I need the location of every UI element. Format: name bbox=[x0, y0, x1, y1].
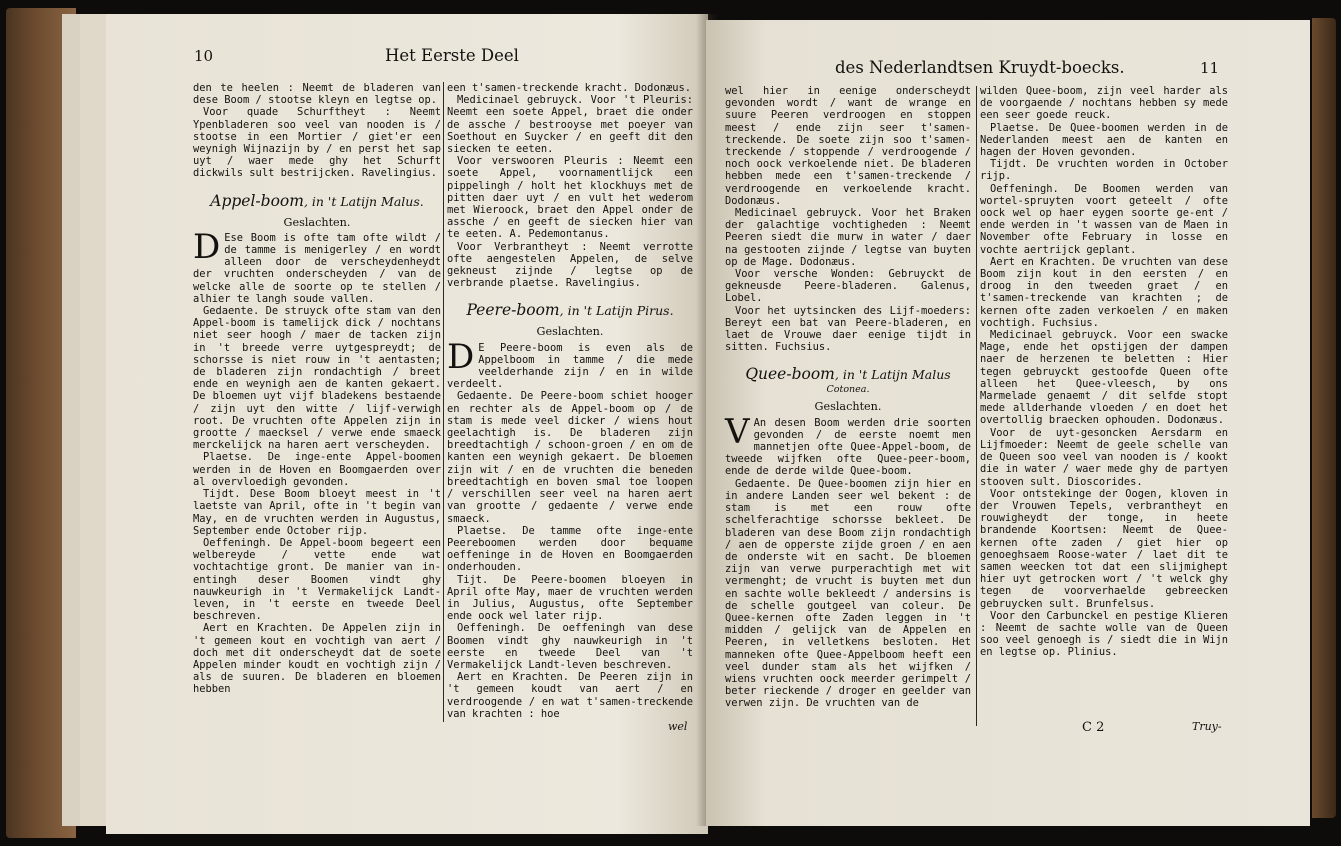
left-running-head: Het Eerste Deel bbox=[385, 46, 519, 65]
paragraph: Voor het uytsincken des Lijf-moeders: Bereyt een bat van Peere-bladeren, en laet de Vrouwe daer eenige tijdt in sitten. Fuchsius. bbox=[725, 304, 971, 354]
right-running-head: des Nederlandtsen Kruydt-boecks. bbox=[835, 58, 1125, 77]
section-heading-peere-boom: Peere-boom, in 't Latijn Pirus. bbox=[466, 301, 674, 320]
paragraph: Gedaente. De Quee-boomen zijn hier en in andere Landen seer wel bekent : de stam is met een rouw ofte schelferachtige schorsse bekleet. De bladeren van dese Boom zijn rondachtigh / aen de opperste zijde groen / en aen de onderste wit en sacht. De bloemen zijn van verwe purperachtigh met wit vermenght; de vrucht is buyten met dun en sachte wolle bekleedt / andersins is de schelle goutgeel van coleur. De Quee-kernen ofte Zaden leggen in 't midden / gelijck van de Appelen en Peeren, in velletkens besloten. Het manneken ofte Quee-Appelboom heeft een veel dunder stam als het wijfken / wiens vruchten oock meerder gerimpelt / beter rieckende / droger en geelder van verwen zijn. De vruchten van de bbox=[725, 477, 971, 710]
paragraph: den te heelen : Neemt de bladeren van dese Boom / stootse kleyn en legtse op. bbox=[193, 82, 441, 107]
paragraph: Tijdt. De vruchten worden in October rijp. bbox=[980, 158, 1228, 183]
paragraph: Voor ontstekinge der Oogen, kloven in der Vrouwen Tepels, verbrantheyt en rouwigheydt der tonge, in heete brandende Koortsen: Neemt de Quee-kernen ofte zaden / giet hier op genoeghsaem Roose-water / laet dit te samen weecken tot dat een slijmighept hier uyt getrocken wort / 't welck ghy tegen de voorverhaelde gebreecken gebruycken sult. Brunfelsus. bbox=[980, 487, 1228, 610]
paragraph: Plaetse. De inge-ente Appel-boomen werden in de Hoven en Boomgaerden over al overvloedigh gevonden. bbox=[193, 451, 441, 488]
paragraph: Tijdt. Dese Boom bloeyt meest in 't laetste van April, ofte in 't begin van May, en de vruchten werden in Augustus, September ende October rijp. bbox=[193, 488, 441, 537]
paragraph: Aert en Krachten. De vruchten van dese Boom zijn kout in den eersten / en droog in den tweeden graet / en t'samen-treckende van krachten ; de kernen ofte zaden verkoelen / en maken vochtigh. Fuchsius. bbox=[980, 255, 1228, 329]
paragraph: Aert en Krachten. De Peeren zijn in 't gemeen koudt van aert / en verdroogende / en wat t'samen-treckende van krachten : hoe bbox=[447, 671, 693, 720]
drop-cap: D bbox=[193, 226, 221, 267]
paragraph: een t'samen-treckende kracht. Dodonæus. bbox=[447, 82, 691, 94]
paragraph: Gedaente. De Peere-boom schiet hooger en rechter als de Appel-boom op / de stam is mede veel dicker / wiens hout geelachtigh is. De bladeren zijn breedtachtigh / schoon-groen / en om de kanten een weynigh gekaert. De bloemen zijn wit / en de vruchten die beneden breedtachtigh en boven smal toe loopen / verschillen seer veel na haren aert van grootte / gedaente / verwe ende smaeck. bbox=[447, 390, 693, 525]
paragraph: wilden Quee-boom, zijn veel harder als de voorgaende / nochtans hebben sy mede een seer goede reuck. bbox=[980, 85, 1228, 122]
drop-cap: V bbox=[725, 411, 750, 452]
section-heading-appel-boom: Appel-boom, in 't Latijn Malus. bbox=[210, 191, 424, 210]
paragraph: Voor versche Wonden: Gebruyckt de gekneusde Peere-bladeren. Galenus, Lobel. bbox=[725, 268, 971, 305]
column-rule bbox=[443, 82, 444, 722]
paragraph: Oeffeningh. De Appel-boom begeert een welbereyde / vette ende wat vochtachtige gront. De manier van in-entingh deser Boomen vindt ghy nauwkeurigh in 't Vermakelijck Landt-leven, in 't eerste en tweede Deel beschreven. bbox=[193, 536, 441, 623]
right-column-2 bbox=[980, 85, 1228, 659]
paragraph: Voor quade Schurftheyt : Neemt Ypenbladeren soo veel van nooden is / stootse in een Mortier / giet'er een weynigh Wijnazijn by / en perst het sap uyt / waer mede ghy het Schurft dickwils sult bestrijcken. Ravelingius. bbox=[193, 106, 441, 180]
subheading-geslachten: Geslachten. bbox=[283, 215, 351, 229]
right-page-number: 11 bbox=[1200, 59, 1220, 77]
paragraph: Medicinael gebruyck. Voor het Braken der galachtige vochtigheden : Neemt Peeren siedt die murw in water / daer na gestooten zijnde / legtse van buyten op de Mage. Dodonæus. bbox=[725, 207, 971, 268]
paragraph: Plaetse. De Quee-boomen werden in de Nederlanden meest aen de kanten en hagen der Hoven gevonden. bbox=[980, 121, 1228, 159]
paragraph: Voor de uyt-gesoncken Aersdarm en Lijfmoeder: Neemt de geele schelle van de Queen soo veel van nooden is / kookt die in water / waer mede ghy de partyen stooven sult. Dioscorides. bbox=[980, 426, 1228, 488]
left-catchword: wel bbox=[668, 720, 688, 733]
paragraph-with-dropcap: D E Peere-boom is even als de Appelboom in tamme / die mede veelderhande zijn / en in wilde verdeelt. bbox=[447, 336, 693, 391]
left-column-2 bbox=[447, 82, 693, 720]
drop-cap: D bbox=[447, 336, 475, 377]
section-heading-quee-boom: Quee-boom, in 't Latijn Malus Cotonea. bbox=[745, 365, 951, 396]
paragraph: wel hier in eenige onderscheydt gevonden wordt / want de wrange en suure Peeren verdroogen en stoppen meest / ende zijn seer t'samen-treckende. De soete zijn soo t'samen-treckende / stoppende / verdroogende / noch oock verkoelende niet. De bladeren hebben mede een t'samen-treckende / verdroogende en verkoelende kracht. Dodonæus. bbox=[725, 85, 971, 207]
signature-mark: C 2 bbox=[1082, 720, 1105, 735]
left-column-1 bbox=[193, 82, 441, 696]
right-catchword: Truy- bbox=[1192, 720, 1222, 733]
paragraph: Aert en Krachten. De Appelen zijn in 't gemeen kout en vochtigh van aert / doch met dit onderscheydt dat de soete Appelen minder koudt en vochtigh zijn / als de suuren. De bladeren en bloemen hebben bbox=[193, 622, 441, 696]
paragraph: Voor den Carbunckel en pestige Klieren : Neemt de sachte wolle van de Queen soo veel genoegh is / siedt die in Wijn en legtse op. Plinius. bbox=[980, 609, 1228, 659]
paragraph: Medicinael gebruyck. Voor 't Pleuris: Neemt een soete Appel, braet die onder de assche / bestrooyse met poeyer van Soethout en Suycker / en geeft dit den siecken te eeten. bbox=[447, 94, 693, 156]
paragraph-with-dropcap: V An desen Boom werden drie soorten gevonden / de eerste noemt men mannetjen ofte Quee-Appel-boom, de tweede wijfken ofte Quee-peer-boom, ende de derde wilde Quee-boom. bbox=[725, 411, 971, 478]
right-column-1 bbox=[725, 85, 971, 710]
paragraph: Oeffeningh. De Boomen werden van wortel-spruyten voort geteelt / ofte oock wel op haer eygen soorte ge-ent / ende werden in 't wassen van de Maen in November ofte February in losse en vochte aertrijck geplant. bbox=[980, 182, 1228, 256]
subheading-geslachten: Geslachten. bbox=[814, 400, 882, 414]
paragraph: Gedaente. De struyck ofte stam van den Appel-boom is tamelijck dick / nochtans niet seer hoogh / maer de tacken zijn in 't breede verre uytgespreydt; de schorsse is niet rouw in 't aentasten; de bladeren zijn rondachtigh / breet ende en weynigh aen de kanten gekaert. De bloemen uyt vijf bladekens bestaende / zijn uyt den witte / lijf-verwigh root. De vruchten ofte Appelen zijn in grootte / maecksel / verwe ende smaeck merckelijck na haren aert verscheyden. bbox=[193, 305, 441, 452]
paragraph: Medicinael gebruyck. Voor een swacke Mage, ende het opstijgen der dampen naer de herzenen te beletten : Hier tegen gebruyckt gestoofde Queen ofte alleen het Quee-vleesch, by ons Marmelade genaemt / dit selfde stopt mede allderhande vloeden / en doet het overtollig braecken ophouden. Dodonæus. bbox=[980, 329, 1228, 427]
paragraph: Voor Verbrantheyt : Neemt verrotte ofte aengestelen Appelen, de selve gekneust zijnde / legtse op de verbrande plaetse. Ravelingius. bbox=[447, 240, 693, 290]
subheading-geslachten: Geslachten. bbox=[536, 325, 604, 339]
paragraph: Voor verswooren Pleuris : Neemt een soete Appel, voornamentlijck een pippelingh / holt het klockhuys met de pitten daer uyt / en vult het wederom met Wieroock, braet den Appel onder de assche / en geeft de siecken hier van te eeten. A. Pedemontanus. bbox=[447, 155, 693, 241]
paragraph-with-dropcap: D Ese Boom is ofte tam ofte wildt / de tamme is menigerley / en wordt alleen door de verscheydenheydt der vruchten onderscheyden / van de welcke alle de soorte op te stellen / alhier te langh soude vallen. bbox=[193, 226, 441, 305]
paragraph: Oeffeningh. De oeffeningh van dese Boomen vindt ghy nauwkeurigh in 't eerste en tweede Deel van 't Vermakelijck Landt-leven beschreven. bbox=[447, 622, 693, 671]
paragraph: Plaetse. De tamme ofte inge-ente Peereboomen werden door bequame oeffeninge in de Hoven en Boomgaerden onderhouden. bbox=[447, 524, 693, 574]
column-rule bbox=[976, 86, 977, 726]
paragraph: Tijt. De Peere-boomen bloeyen in April ofte May, maer de vruchten werden in Julius, Augustus, ofte September ende oock wel later rijp. bbox=[447, 573, 693, 623]
book-cover-right bbox=[1312, 18, 1336, 818]
left-page-number: 10 bbox=[194, 47, 214, 65]
